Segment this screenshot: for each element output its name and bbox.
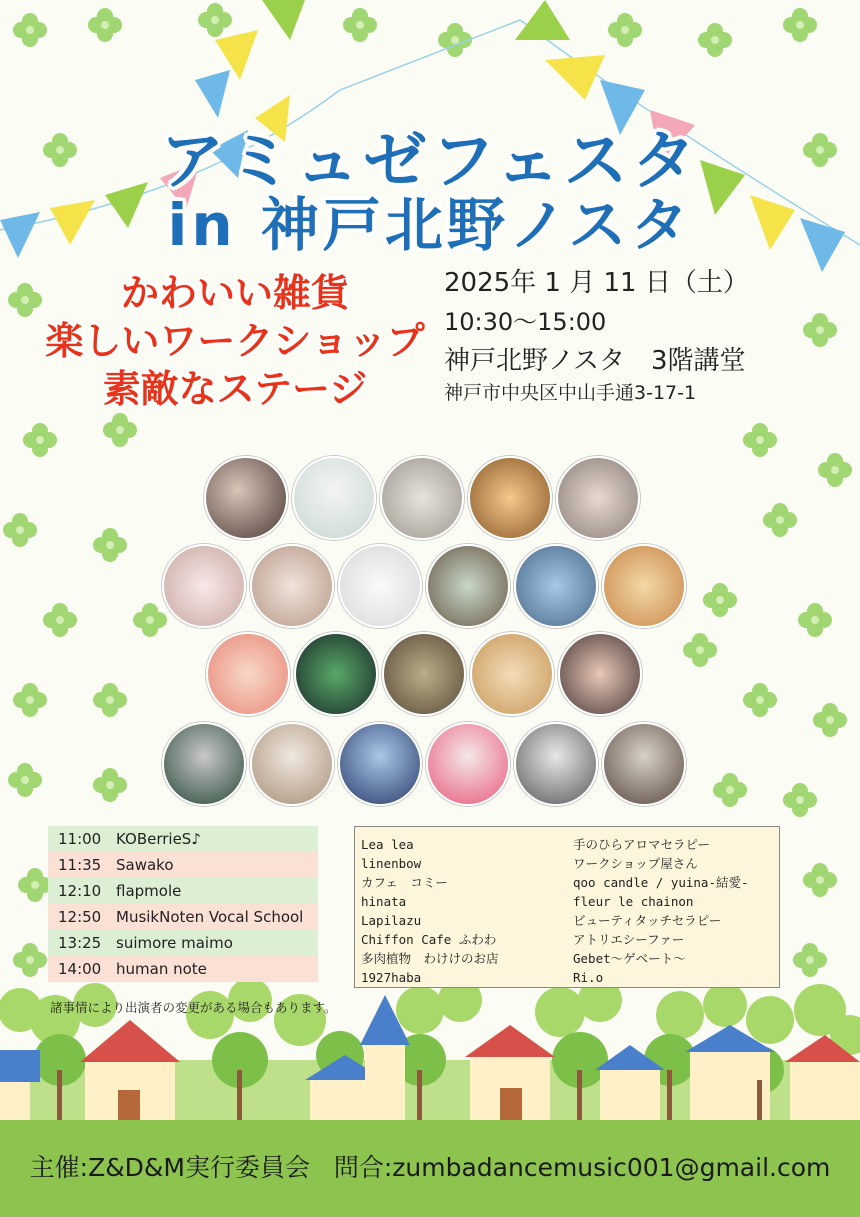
footer-info xyxy=(0,1148,860,1184)
vendor-photo xyxy=(556,456,640,540)
performer-photo xyxy=(338,722,422,806)
vendor-item: linenbow xyxy=(361,856,422,871)
vendor-photo xyxy=(294,632,378,716)
vendor-photo xyxy=(514,544,598,628)
event-venue: 神戸北野ノスタ 3階講堂 xyxy=(444,346,746,376)
vendor-photo xyxy=(426,544,510,628)
schedule-row xyxy=(48,930,318,956)
vendor-photo xyxy=(204,456,288,540)
vendor-item: 多肉植物 わけけのお店 xyxy=(361,951,499,966)
vendor-photo xyxy=(470,632,554,716)
vendor-item: qoo candle / yuina-結愛- xyxy=(573,875,749,890)
vendor-list-box xyxy=(354,826,780,988)
schedule-performer: MusikNoten Vocal School xyxy=(116,908,304,926)
vendor-item: fleur le chainon xyxy=(573,894,694,909)
performer-photo xyxy=(426,722,510,806)
schedule-time: 12:10 xyxy=(58,882,102,900)
schedule-time: 11:35 xyxy=(58,856,102,874)
schedule-time: 13:25 xyxy=(58,934,102,952)
event-time: 10:30～15:00 xyxy=(444,308,607,336)
vendor-item: Lapilazu xyxy=(361,913,422,928)
schedule-row xyxy=(48,956,318,982)
performer-photo xyxy=(250,722,334,806)
schedule-performer: Sawako xyxy=(116,856,174,874)
contact-email[interactable]: 問合:zumbadancemusic001@gmail.com xyxy=(333,1153,831,1182)
vendor-item: アトリエシーファー xyxy=(573,932,685,947)
stage-schedule xyxy=(48,826,318,982)
performer-change-note: 諸事情により出演者の変更がある場合もあります。 xyxy=(50,1000,337,1015)
schedule-performer: suimore maimo xyxy=(116,934,233,952)
vendor-photo xyxy=(558,632,642,716)
vendor-column-right xyxy=(573,835,749,987)
vendor-item: Gebet～ゲベート～ xyxy=(573,951,686,966)
vendor-item: Ri.o xyxy=(573,970,604,985)
tagline-workshop: 楽しいワークショップ xyxy=(45,319,425,363)
event-address: 神戸市中央区中山手通3-17-1 xyxy=(444,382,697,404)
vendor-photo xyxy=(206,632,290,716)
schedule-performer: human note xyxy=(116,960,207,978)
performer-photo xyxy=(602,722,686,806)
organizer-text: 主催:Z&D&M実行委員会 xyxy=(29,1153,311,1182)
schedule-time: 11:00 xyxy=(58,830,102,848)
performer-photo xyxy=(162,722,246,806)
tagline-goods: かわいい雑貨 xyxy=(120,271,349,315)
schedule-time: 14:00 xyxy=(58,960,102,978)
vendor-item: ビューティタッチセラピー xyxy=(573,913,722,928)
vendor-item: 1927haba xyxy=(361,970,422,985)
event-title-line2: in 神戸北野ノスタ xyxy=(167,191,693,259)
vendor-item: Lea lea xyxy=(361,837,414,852)
vendor-column-left xyxy=(361,835,499,987)
tagline-stage: 素敵なステージ xyxy=(102,367,368,411)
vendor-item: ワークショップ屋さん xyxy=(573,856,698,871)
vendor-item: カフェ コミー xyxy=(361,875,448,890)
vendor-photo xyxy=(250,544,334,628)
vendor-photo xyxy=(162,544,246,628)
performer-photo xyxy=(514,722,598,806)
event-date: 2025年 1 月 11 日（土） xyxy=(444,268,749,298)
vendor-photo xyxy=(602,544,686,628)
schedule-time: 12:50 xyxy=(58,908,102,926)
vendor-item: 手のひらアロマセラピー xyxy=(573,837,711,852)
schedule-row xyxy=(48,878,318,904)
vendor-photo xyxy=(338,544,422,628)
schedule-row xyxy=(48,826,318,852)
event-title-line1: アミュゼフェスタ xyxy=(160,125,700,199)
schedule-performer: flapmole xyxy=(116,882,182,900)
vendor-photo xyxy=(292,456,376,540)
vendor-item: Chiffon Cafe ふわわ xyxy=(361,932,497,947)
vendor-photo xyxy=(468,456,552,540)
schedule-row xyxy=(48,852,318,878)
schedule-performer: KOBerrieS♪ xyxy=(116,830,201,848)
schedule-row xyxy=(48,904,318,930)
vendor-photo xyxy=(382,632,466,716)
vendor-item: hinata xyxy=(361,894,407,909)
vendor-photo xyxy=(380,456,464,540)
